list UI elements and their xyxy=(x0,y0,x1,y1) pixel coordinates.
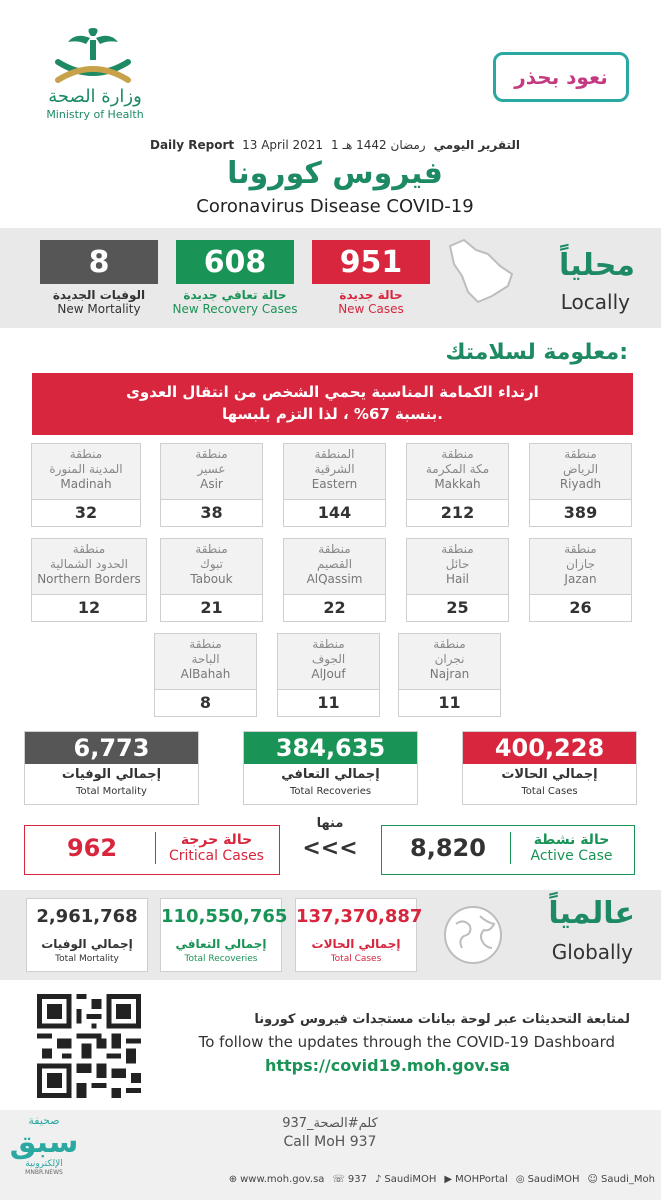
global-cases-label-en: Total Cases xyxy=(330,954,382,964)
region-prefix: منطقة xyxy=(312,637,345,651)
region-name-ar: المدينة المنورة xyxy=(49,462,123,476)
total-cases-card xyxy=(462,731,637,805)
footer-snapchat-label: Saudi_Moh xyxy=(600,1174,655,1185)
locally-label-ar: محلياً xyxy=(559,248,635,283)
region-card xyxy=(529,538,632,622)
moh-name-ar: وزارة الصحة xyxy=(48,86,142,107)
footer-twitter-label: SaudiMOH xyxy=(384,1174,437,1185)
region-value: 12 xyxy=(77,598,101,617)
region-value: 26 xyxy=(569,598,592,617)
global-mortality-label-en: Total Mortality xyxy=(55,954,119,964)
globally-label-en: Globally xyxy=(551,940,633,964)
sabq-main: سبق xyxy=(9,1125,79,1160)
new-mortality-card xyxy=(40,240,158,316)
region-name-en: Northern Borders xyxy=(37,572,141,586)
safety-info-banner xyxy=(32,373,633,435)
footer-instagram[interactable] xyxy=(516,1174,580,1185)
region-value: 144 xyxy=(317,503,352,522)
new-mortality-value: 8 xyxy=(40,240,158,284)
dashboard-link[interactable]: https://covid19.moh.gov.sa xyxy=(264,1056,511,1075)
region-value: 22 xyxy=(323,598,346,617)
region-prefix: منطقة xyxy=(441,542,474,556)
critical-cases-card xyxy=(24,825,280,875)
region-prefix: منطقة xyxy=(318,542,351,556)
globally-label-ar: عالمياً xyxy=(548,896,635,931)
total-mortality-label-en: Total Mortality xyxy=(76,786,147,797)
critical-label-ar: حالة حرجة xyxy=(180,832,253,848)
region-name-ar: نجران xyxy=(434,652,465,666)
region-card xyxy=(406,443,509,527)
global-cases-card xyxy=(295,898,423,972)
sabq-sub: الإلكترونية xyxy=(25,1159,63,1169)
region-name-en: AlJouf xyxy=(311,667,346,681)
region-name-ar: جازان xyxy=(565,557,595,571)
footer-twitter[interactable] xyxy=(375,1174,436,1185)
footer-web[interactable] xyxy=(229,1174,325,1185)
total-recoveries-label-en: Total Recoveries xyxy=(289,786,372,797)
new-cases-value: 951 xyxy=(312,240,430,284)
locally-label-en: Locally xyxy=(560,290,630,314)
total-cases-label-ar: إجمالي الحالات xyxy=(501,767,598,782)
total-mortality-label-ar: إجمالي الوفيات xyxy=(61,767,162,782)
footer-instagram-label: SaudiMOH xyxy=(527,1174,580,1185)
new-cases-label-en: New Cases xyxy=(338,302,404,316)
region-name-en: Jazan xyxy=(564,572,597,586)
region-card xyxy=(160,538,263,622)
region-name-en: Asir xyxy=(200,477,223,491)
report-en: Daily Report xyxy=(149,138,235,152)
region-card xyxy=(398,633,501,717)
footer-links xyxy=(100,1174,655,1185)
new-cases-card xyxy=(312,240,430,316)
region-prefix: منطقة xyxy=(441,447,474,461)
critical-label-en: Critical Cases xyxy=(169,848,264,864)
active-label-en: Active Case xyxy=(530,848,613,864)
region-name-ar: حائل xyxy=(445,557,470,571)
region-value: 38 xyxy=(200,503,223,522)
new-recovery-value: 608 xyxy=(176,240,294,284)
region-value: 212 xyxy=(440,503,475,522)
region-name-en: AlBahah xyxy=(180,667,231,681)
phone-icon: ☏ xyxy=(332,1174,345,1185)
safety-info-line1: ارتداء الكمامة المناسبة يحمي الشخص من انتقال العدوى xyxy=(126,383,539,401)
date-hijri: 1 رمضان 1442 هـ xyxy=(331,138,426,152)
global-cases-label-ar: إجمالي الحالات xyxy=(311,937,401,951)
region-card xyxy=(406,538,509,622)
global-cases-value: 137,370,887 xyxy=(296,906,423,927)
region-name-ar: مكة المكرمة xyxy=(425,462,490,476)
footer-phone-label: 937 xyxy=(347,1174,368,1185)
follow-text-en: To follow the updates through the COVID-19 Dashboard xyxy=(198,1033,615,1051)
badge-text: نعود بحذر xyxy=(514,65,608,89)
region-name-ar: تبوك xyxy=(199,557,224,571)
sabq-small: MNBR.NEWS xyxy=(25,1169,63,1176)
total-mortality-value: 6,773 xyxy=(25,732,198,764)
footer-youtube-label: MOHPortal xyxy=(455,1174,508,1185)
global-mortality-value: 2,961,768 xyxy=(36,906,138,927)
of-which-label: منها xyxy=(316,816,344,831)
region-card xyxy=(31,538,147,622)
total-cases-label-en: Total Cases xyxy=(521,786,578,797)
date-gregorian: 13 April 2021 xyxy=(242,138,324,152)
region-prefix: منطقة xyxy=(195,542,228,556)
new-cases-label-ar: حالة جديدة xyxy=(339,288,403,302)
region-value: 8 xyxy=(199,693,212,712)
active-labels xyxy=(510,832,632,864)
qr-code[interactable] xyxy=(36,994,142,1098)
active-label-ar: حالة نشطة xyxy=(533,832,610,848)
region-prefix: منطقة xyxy=(189,637,222,651)
region-card xyxy=(31,443,141,527)
active-value: 8,820 xyxy=(410,834,486,862)
region-name-en: Makkah xyxy=(434,477,481,491)
region-name-en: Madinah xyxy=(60,477,112,491)
region-prefix: منطقة xyxy=(564,542,597,556)
critical-labels xyxy=(155,832,277,864)
region-card xyxy=(154,633,257,717)
saudi-map-icon xyxy=(442,236,518,306)
region-prefix: منطقة xyxy=(69,447,103,461)
footer-web-label: www.moh.gov.sa xyxy=(240,1174,325,1185)
critical-value: 962 xyxy=(66,834,118,862)
total-recoveries-value: 384,635 xyxy=(244,732,417,764)
follow-text-ar: لمتابعة التحديثات عبر لوحة بيانات مستجدات فيروس كورونا xyxy=(254,1012,630,1027)
twitter-icon: ♪ xyxy=(375,1174,382,1185)
region-name-ar: الحدود الشمالية xyxy=(50,557,128,571)
region-value: 21 xyxy=(200,598,223,617)
safety-info-title: معلومة لسلامتك: xyxy=(445,340,628,365)
global-recoveries-card xyxy=(160,898,288,972)
region-card xyxy=(283,538,386,622)
footer-phone[interactable] xyxy=(332,1174,367,1185)
region-name-en: Najran xyxy=(429,667,470,681)
new-mortality-label-ar: الوفيات الجديدة xyxy=(52,288,146,302)
title-en: Coronavirus Disease COVID-19 xyxy=(196,196,474,217)
region-value: 11 xyxy=(438,693,461,712)
region-card xyxy=(160,443,263,527)
globe-small-icon: ⊕ xyxy=(228,1174,238,1185)
region-name-ar: الباحة xyxy=(191,652,220,666)
total-mortality-card xyxy=(24,731,199,805)
sabq-logo xyxy=(4,1114,84,1194)
arrows-icon: <<< xyxy=(302,836,358,861)
region-name-ar: القصيم xyxy=(316,557,353,571)
region-card xyxy=(283,443,386,527)
region-value: 11 xyxy=(317,693,340,712)
region-prefix: منطقة xyxy=(433,637,466,651)
youtube-icon: ▶ xyxy=(444,1174,453,1185)
new-mortality-label-en: New Mortality xyxy=(57,302,141,316)
total-cases-value: 400,228 xyxy=(463,732,636,764)
new-recovery-label-ar: حالة تعافي جديدة xyxy=(183,288,287,302)
snapchat-icon: ☺ xyxy=(587,1174,598,1185)
sabq-top: صحيفة xyxy=(28,1114,60,1127)
region-card xyxy=(277,633,380,717)
region-name-ar: الشرقية xyxy=(314,462,355,476)
moh-name-en: Ministry of Health xyxy=(46,108,144,121)
region-name-en: Riyadh xyxy=(559,477,602,491)
total-recoveries-card xyxy=(243,731,418,805)
global-recoveries-value: 110,550,765 xyxy=(161,906,288,927)
new-recovery-card xyxy=(172,240,298,316)
region-prefix: منطقة xyxy=(72,542,106,556)
global-mortality-label-ar: إجمالي الوفيات xyxy=(41,937,133,951)
region-name-ar: الجوف xyxy=(311,652,346,666)
call-hashtag-ar: كلم#الصحة_937 xyxy=(282,1116,378,1131)
region-prefix: المنطقة xyxy=(314,447,355,461)
nauood-bihadhar-badge xyxy=(493,52,629,102)
region-name-en: Hail xyxy=(445,572,470,586)
region-value: 389 xyxy=(563,503,598,522)
new-recovery-label-en: New Recovery Cases xyxy=(172,302,298,316)
footer-youtube[interactable] xyxy=(444,1174,507,1185)
footer-snapchat[interactable] xyxy=(588,1174,655,1185)
region-prefix: منطقة xyxy=(564,447,597,461)
region-name-en: AlQassim xyxy=(306,572,363,586)
title-ar: فيروس كورونا xyxy=(227,156,443,191)
region-card xyxy=(529,443,632,527)
region-name-ar: عسير xyxy=(197,462,226,476)
region-value: 25 xyxy=(446,598,469,617)
instagram-icon: ◎ xyxy=(515,1174,525,1185)
region-value: 32 xyxy=(74,503,98,522)
active-cases-card xyxy=(381,825,635,875)
report-line xyxy=(140,138,530,152)
region-name-ar: الرياض xyxy=(562,462,599,476)
globe-icon xyxy=(440,902,506,968)
call-moh-en: Call MoH 937 xyxy=(283,1134,377,1150)
global-mortality-card xyxy=(26,898,148,972)
report-ar: التقرير اليومي xyxy=(433,138,520,152)
region-name-en: Tabouk xyxy=(190,572,233,586)
global-recoveries-label-ar: إجمالي التعافي xyxy=(175,937,267,951)
global-recoveries-label-en: Total Recoveries xyxy=(184,954,258,964)
region-prefix: منطقة xyxy=(195,447,228,461)
region-name-en: Eastern xyxy=(311,477,358,491)
safety-info-line2: بنسبة 67% ، لذا التزم بلبسها. xyxy=(222,405,443,423)
total-recoveries-label-ar: إجمالي التعافي xyxy=(281,767,380,782)
